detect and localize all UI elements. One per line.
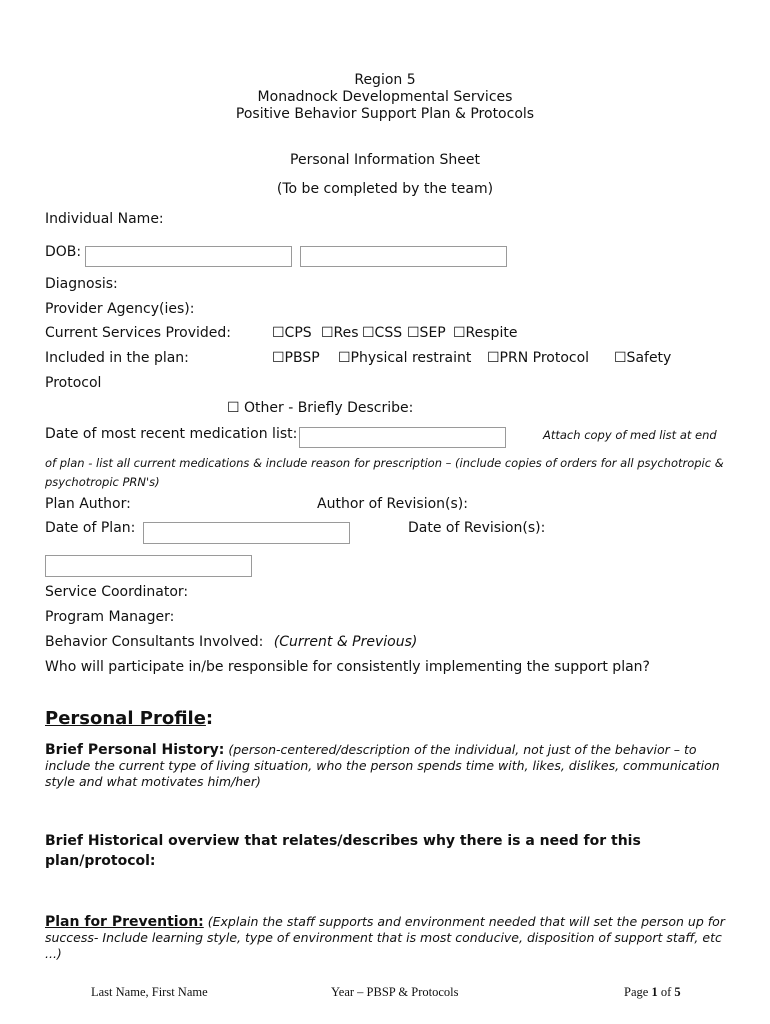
- footer-name: Last Name, First Name: [91, 985, 208, 999]
- footer-page-number: [624, 985, 681, 1000]
- personal-profile-heading-text: Personal Profile: [45, 708, 206, 729]
- personal-profile-heading: [45, 708, 213, 729]
- behavior-consultants-text: Behavior Consultants Involved:: [45, 634, 264, 650]
- services-checkbox-res[interactable]: ☐Res: [321, 325, 359, 341]
- footer-title: Year – PBSP & Protocols: [331, 985, 459, 999]
- services-checkbox-cps[interactable]: ☐CPS: [272, 325, 312, 341]
- other-checkbox[interactable]: ☐ Other - Briefly Describe:: [227, 400, 414, 416]
- who-participates-label: Who will participate in/be responsible for consistently implementing the support plan?: [45, 659, 650, 675]
- plan-for-prevention-desc: (Explain the staff supports and environment needed that will set the person up for success- Include learning style, type of environment that is most conducive, disposition of support staff, etc ...): [45, 914, 725, 961]
- plan-checkbox-safety[interactable]: ☐Safety: [614, 350, 672, 366]
- dob-label: DOB:: [45, 244, 82, 260]
- included-in-plan-label: Included in the plan:: [45, 350, 189, 366]
- protocol-wrap-text: Protocol: [45, 375, 102, 391]
- header-plan-title: Positive Behavior Support Plan & Protocols: [235, 106, 535, 122]
- current-services-label: Current Services Provided:: [45, 325, 232, 341]
- footer-page-total: 5: [674, 985, 681, 999]
- plan-author-label: Plan Author:: [45, 496, 131, 512]
- dob-field[interactable]: [85, 246, 292, 267]
- program-manager-label: Program Manager:: [45, 609, 175, 625]
- behavior-consultants-label: [45, 634, 417, 650]
- services-checkbox-respite[interactable]: ☐Respite: [453, 325, 518, 341]
- personal-history-desc: (person-centered/description of the individual, not just of the behavior – to include the current type of living situation, who the person spends time with, likes, dislikes, communication style and what motivates him/her): [45, 742, 720, 789]
- plan-for-prevention-label: Plan for Prevention:: [45, 914, 204, 930]
- service-coordinator-label: Service Coordinator:: [45, 584, 189, 600]
- med-list-date-field[interactable]: [299, 427, 506, 448]
- attach-med-note: Attach copy of med list at end: [543, 428, 717, 442]
- footer-page-of: of: [657, 985, 675, 999]
- med-note-line1: of plan - list all current medications & include reason for prescription – (include copies of orders for all psychotropic &: [45, 456, 724, 470]
- date-revision-label: Date of Revision(s):: [408, 520, 546, 536]
- behavior-consultants-note: (Current & Previous): [273, 634, 418, 650]
- diagnosis-label: Diagnosis:: [45, 276, 118, 292]
- date-of-plan-field[interactable]: [143, 522, 350, 544]
- header-agency: Monadnock Developmental Services: [257, 89, 513, 105]
- historical-overview: Brief Historical overview that relates/describes why there is a need for this plan/protocol:: [45, 833, 641, 869]
- plan-checkbox-physical-restraint[interactable]: ☐Physical restraint: [338, 350, 472, 366]
- personal-profile-heading-colon: :: [205, 708, 214, 729]
- date-of-plan-label: Date of Plan:: [45, 520, 136, 536]
- plan-for-prevention: [45, 914, 725, 962]
- individual-name-label: Individual Name:: [45, 211, 164, 227]
- personal-history: [45, 742, 725, 790]
- services-checkbox-sep[interactable]: ☐SEP: [407, 325, 446, 341]
- footer-page-current: 1: [651, 985, 658, 999]
- med-note-line2: psychotropic PRN's): [45, 475, 160, 489]
- author-revision-label: Author of Revision(s):: [317, 496, 468, 512]
- services-checkbox-css[interactable]: ☐CSS: [362, 325, 403, 341]
- plan-checkbox-prn-protocol[interactable]: ☐PRN Protocol: [487, 350, 590, 366]
- sheet-subtitle: (To be completed by the team): [276, 181, 494, 197]
- personal-history-label: Brief Personal History:: [45, 742, 225, 758]
- sheet-title: Personal Information Sheet: [290, 152, 480, 168]
- med-list-date-label: Date of most recent medication list:: [45, 426, 298, 442]
- dob-extra-field[interactable]: [300, 246, 507, 267]
- footer-page-prefix: Page: [624, 985, 652, 999]
- date-revision-field[interactable]: [45, 555, 252, 577]
- header-region: Region 5: [354, 72, 416, 88]
- plan-checkbox-pbsp[interactable]: ☐PBSP: [272, 350, 320, 366]
- provider-agency-label: Provider Agency(ies):: [45, 301, 195, 317]
